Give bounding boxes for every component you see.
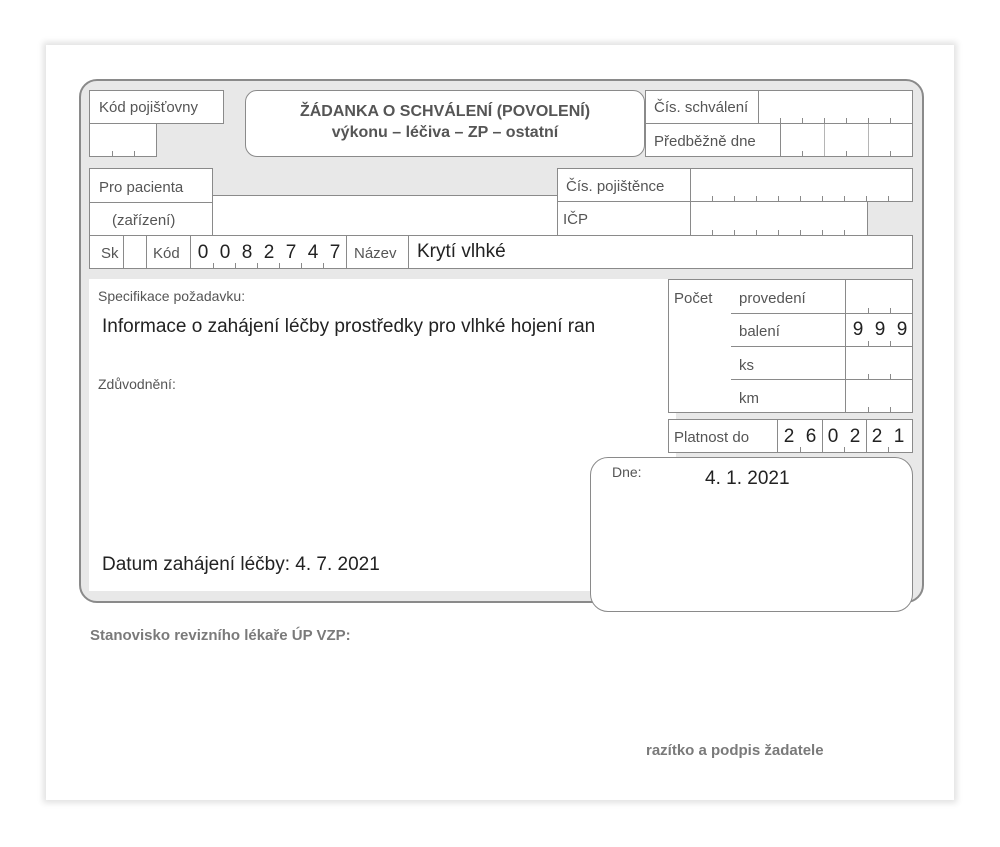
form-title: [245, 90, 645, 157]
pocet-row-label: ks: [739, 357, 754, 374]
dne-value: 4. 1. 2021: [705, 468, 790, 489]
stanovisko-label: Stanovisko revizního lékaře ÚP VZP:: [90, 627, 351, 644]
kod-label: Kód: [153, 245, 180, 262]
platnost-label: Platnost do: [674, 429, 750, 446]
pro-pacienta-label-box: [89, 168, 213, 236]
nazev-label: Název: [354, 245, 397, 262]
platnost-digit: 2: [783, 426, 795, 447]
predbezne-dne-field[interactable]: [780, 124, 912, 156]
kod-field[interactable]: [191, 236, 345, 268]
pocet-provedeni-field[interactable]: [846, 280, 912, 313]
pocet-baleni-field[interactable]: [846, 314, 912, 346]
platnost-digit: 2: [871, 426, 883, 447]
cis-schvaleni-field[interactable]: [758, 91, 912, 123]
pocet-label: Počet: [674, 290, 713, 307]
platnost-digit: 2: [849, 426, 861, 447]
dne-label: Dne:: [612, 464, 642, 480]
platnost-digit: 0: [827, 426, 839, 447]
baleni-digit: 9: [896, 319, 908, 340]
kod-pojistovny-label-box: [89, 90, 224, 124]
nazev-value[interactable]: Krytí vlhké: [417, 241, 506, 262]
pocet-km-field[interactable]: [846, 380, 912, 412]
icp-field[interactable]: [690, 201, 868, 236]
kod-digit: 0: [197, 242, 209, 263]
pro-pacienta-label: Pro pacienta: [99, 179, 184, 196]
cis-pojistence-label: Čís. pojištěnce: [566, 178, 665, 195]
title-line-2: výkonu – léčiva – ZP – ostatní: [331, 124, 559, 141]
sk-label: Sk: [101, 245, 119, 262]
predbezne-dne-label: Předběžně dne: [654, 133, 756, 150]
spec-area[interactable]: [89, 279, 676, 591]
zduvodneni-label: Zdůvodnění:: [98, 376, 176, 392]
platnost-digit: 6: [805, 426, 817, 447]
icp-label: IČP: [563, 211, 589, 228]
pocet-row-label: provedení: [739, 290, 806, 307]
baleni-digit: 9: [874, 319, 886, 340]
kod-pojistovny-field[interactable]: [89, 123, 157, 157]
kod-pojistovny-label: Kód pojišťovny: [99, 99, 199, 116]
pocet-ks-field[interactable]: [846, 347, 912, 379]
icp-label-box: [557, 201, 691, 236]
kod-digit: 8: [241, 242, 253, 263]
sk-field[interactable]: [124, 236, 146, 268]
spec-value: Informace o zahájení léčby prostředky pro vlhké hojení ran: [102, 316, 596, 337]
kod-digit: 2: [263, 242, 275, 263]
platnost-row: [668, 419, 913, 453]
kod-digit: 0: [219, 242, 231, 263]
pocet-box: [668, 279, 913, 413]
kod-digit: 7: [285, 242, 297, 263]
platnost-field[interactable]: [778, 420, 912, 452]
spec-label: Specifikace požadavku:: [98, 288, 246, 304]
cis-pojistence-field[interactable]: [690, 168, 913, 202]
cis-pojistence-label-box: [557, 168, 691, 202]
datum-zahajeni-text: Datum zahájení léčby: 4. 7. 2021: [102, 554, 380, 575]
title-line-1: ŽÁDANKA O SCHVÁLENÍ (POVOLENÍ): [299, 103, 591, 120]
pocet-row-label: km: [739, 390, 759, 407]
baleni-digit: 9: [852, 319, 864, 340]
date-box[interactable]: [590, 457, 913, 612]
item-row: [89, 235, 913, 269]
kod-digit: 4: [307, 242, 319, 263]
razitko-label: razítko a podpis žadatele: [646, 742, 824, 759]
cis-schvaleni-label: Čís. schválení: [654, 99, 749, 116]
zarizeni-label: (zařízení): [112, 212, 176, 229]
platnost-digit: 1: [893, 426, 905, 447]
pro-pacienta-field[interactable]: [212, 195, 558, 236]
pocet-row-label: balení: [739, 323, 780, 340]
kod-digit: 7: [329, 242, 341, 263]
